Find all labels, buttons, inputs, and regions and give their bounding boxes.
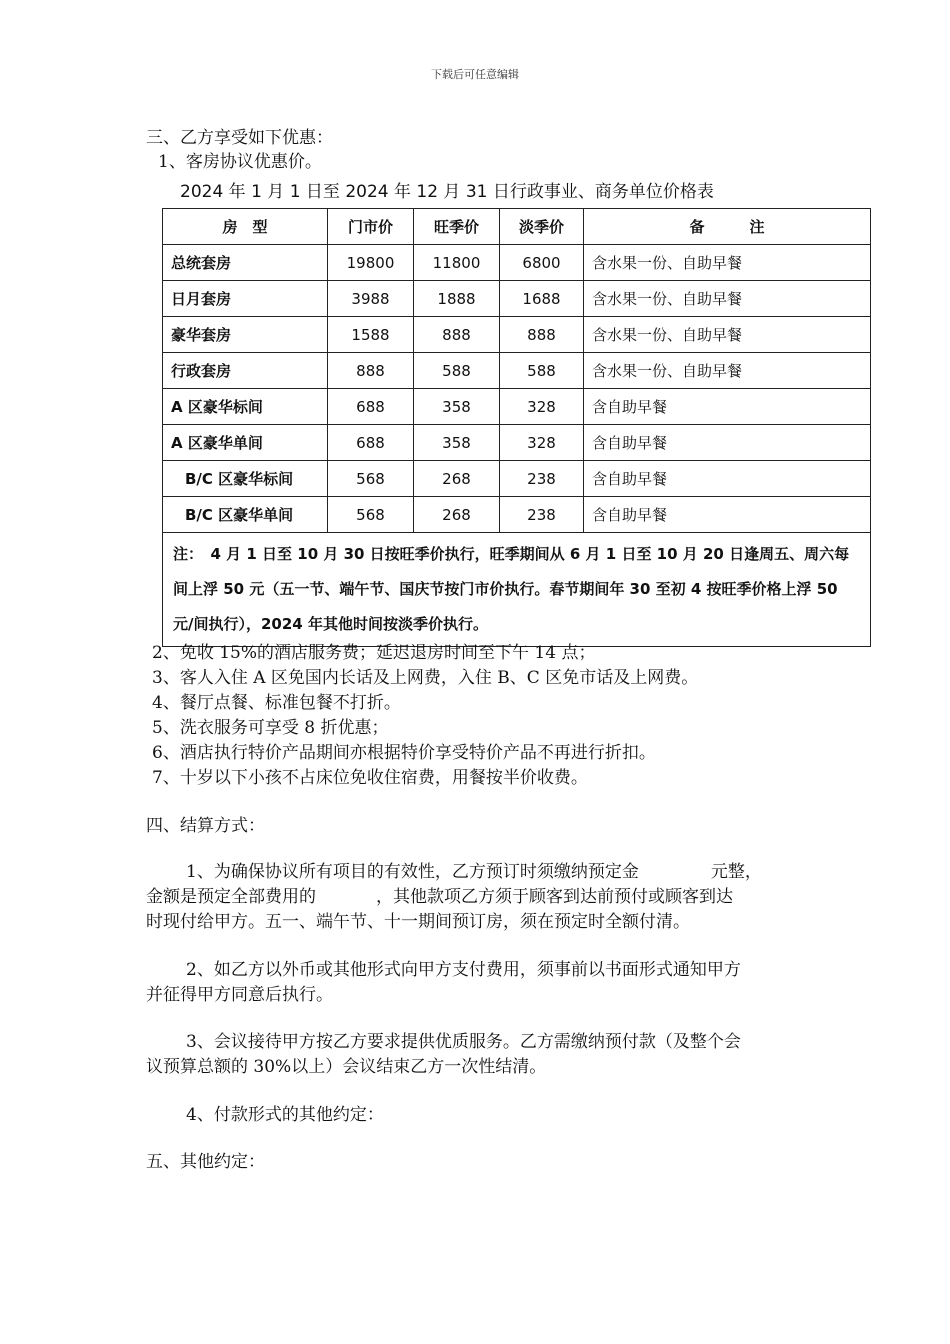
low-rate: 588 (500, 353, 584, 389)
table-row (163, 497, 871, 533)
clause-1-text-b: 元整， (710, 862, 762, 882)
clause-4: 4、付款形式的其他约定： (186, 1105, 384, 1125)
peak-rate: 358 (414, 389, 500, 425)
peak-rate: 358 (414, 425, 500, 461)
item-5: 5、洗衣服务可享受 8 折优惠； (152, 718, 389, 738)
page-header: 下载后可任意编辑 (431, 68, 519, 81)
peak-rate: 888 (414, 317, 500, 353)
remark: 含自助早餐 (584, 461, 871, 497)
rack-rate: 568 (328, 497, 414, 533)
clause-3-line1: 3、会议接待甲方按乙方要求提供优质服务。乙方需缴纳预付款（及整个会 (186, 1032, 741, 1052)
section4-title: 四、结算方式： (146, 816, 265, 836)
table-header-row (163, 209, 871, 245)
price-table (162, 208, 871, 647)
remark: 含水果一份、自助早餐 (584, 281, 871, 317)
table-footnote-row (163, 533, 871, 647)
item-7: 7、十岁以下小孩不占床位免收住宿费，用餐按半价收费。 (152, 768, 588, 788)
header-room-type: 房 型 (163, 209, 328, 245)
peak-rate: 11800 (414, 245, 500, 281)
room-name: 日月套房 (163, 281, 328, 317)
header-peak-rate: 旺季价 (414, 209, 500, 245)
item-3: 3、客人入住 A 区免国内长话及上网费，入住 B、C 区免市话及上网费。 (152, 668, 699, 688)
rack-rate: 688 (328, 389, 414, 425)
table-row (163, 353, 871, 389)
rack-rate: 688 (328, 425, 414, 461)
table-row (163, 281, 871, 317)
room-name: A 区豪华标间 (163, 389, 328, 425)
table-footnote: 注： 4 月 1 日至 10 月 30 日按旺季价执行，旺季期间从 6 月 1 日至 10 月 20 日逢周五、周六每间上浮 50 元（五一节、端午节、国庆节按门市价执行。春节期间年 30 至初 4 按旺季价格上浮 50 元/间执行），2024 年其他时间按淡季价执行。 (163, 533, 871, 647)
header-low-rate: 淡季价 (500, 209, 584, 245)
section5-title: 五、其他约定： (146, 1152, 265, 1172)
clause-3-line2: 议预算总额的 30%以上）会议结束乙方一次性结清。 (146, 1057, 547, 1077)
clause-1-text-a: 1、为确保协议所有项目的有效性，乙方预订时须缴纳预定金 (186, 862, 639, 882)
peak-rate: 588 (414, 353, 500, 389)
remark: 含水果一份、自助早餐 (584, 353, 871, 389)
table-row (163, 461, 871, 497)
clause-1-line3: 时现付给甲方。五一、端午节、十一期间预订房，须在预定时全额付清。 (146, 912, 690, 932)
peak-rate: 268 (414, 497, 500, 533)
low-rate: 238 (500, 497, 584, 533)
low-rate: 6800 (500, 245, 584, 281)
rack-rate: 19800 (328, 245, 414, 281)
clause-2-line1: 2、如乙方以外币或其他形式向甲方支付费用，须事前以书面形式通知甲方 (186, 960, 741, 980)
table-row (163, 245, 871, 281)
item-2: 2、免收 15%的酒店服务费；延迟退房时间至下午 14 点； (152, 643, 596, 663)
table-row (163, 425, 871, 461)
remark: 含自助早餐 (584, 497, 871, 533)
item-1: 1、客房协议优惠价。 (158, 152, 322, 172)
room-name: 总统套房 (163, 245, 328, 281)
clause-1-line2 (146, 886, 733, 908)
item-6: 6、酒店执行特价产品期间亦根据特价享受特价产品不再进行折扣。 (152, 743, 656, 763)
remark: 含水果一份、自助早餐 (584, 245, 871, 281)
rack-rate: 1588 (328, 317, 414, 353)
room-name: B/C 区豪华标间 (163, 461, 328, 497)
room-name: 豪华套房 (163, 317, 328, 353)
table-row (163, 317, 871, 353)
header-remarks: 备 注 (584, 209, 871, 245)
low-rate: 888 (500, 317, 584, 353)
room-name: A 区豪华单间 (163, 425, 328, 461)
low-rate: 238 (500, 461, 584, 497)
item-4: 4、餐厅点餐、标准包餐不打折。 (152, 693, 401, 713)
rack-rate: 3988 (328, 281, 414, 317)
remark: 含自助早餐 (584, 425, 871, 461)
low-rate: 328 (500, 425, 584, 461)
peak-rate: 1888 (414, 281, 500, 317)
header-rack-rate: 门市价 (328, 209, 414, 245)
low-rate: 328 (500, 389, 584, 425)
clause-1-line1 (186, 861, 762, 883)
table-caption: 2024 年 1 月 1 日至 2024 年 12 月 31 日行政事业、商务单位价格表 (180, 182, 714, 202)
peak-rate: 268 (414, 461, 500, 497)
remark: 含水果一份、自助早餐 (584, 317, 871, 353)
room-name: 行政套房 (163, 353, 328, 389)
rack-rate: 568 (328, 461, 414, 497)
section3-title: 三、乙方享受如下优惠： (146, 128, 333, 148)
table-row (163, 389, 871, 425)
clause-1-text-d: ，其他款项乙方须于顾客到达前预付或顾客到达 (376, 887, 733, 907)
low-rate: 1688 (500, 281, 584, 317)
remark: 含自助早餐 (584, 389, 871, 425)
clause-1-text-c: 金额是预定全部费用的 (146, 887, 316, 907)
clause-2-line2: 并征得甲方同意后执行。 (146, 985, 333, 1005)
rack-rate: 888 (328, 353, 414, 389)
room-name: B/C 区豪华单间 (163, 497, 328, 533)
